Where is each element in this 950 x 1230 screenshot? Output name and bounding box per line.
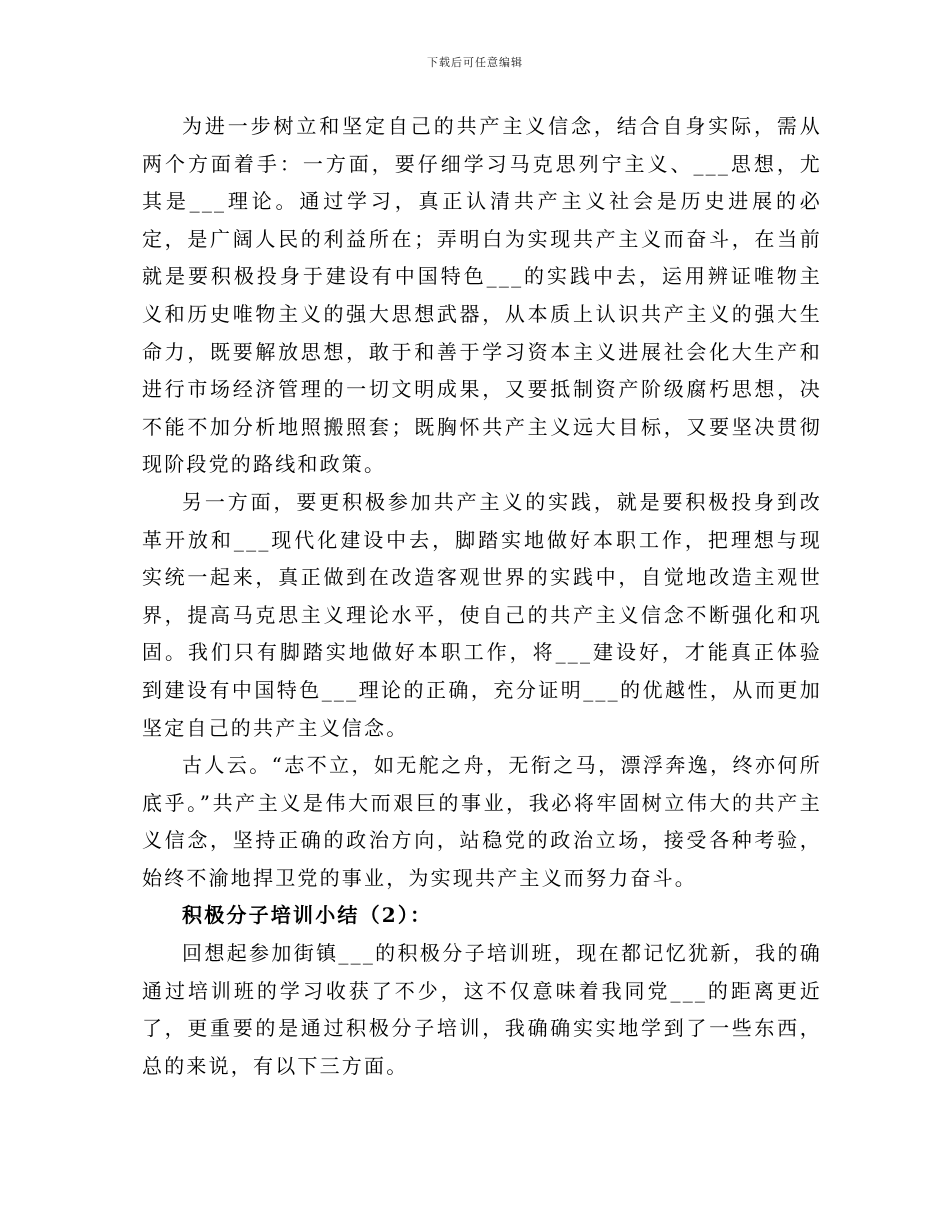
paragraph-belief-study: 为进一步树立和坚定自己的共产主义信念，结合自身实际，需从两个方面着手：一方面，要仔细学习马克思列宁主义、___思想，尤其是___理论。通过学习，真正认清共产主义社会是历史进展的必定，是广阔人民的利益所在；弄明白为实现共产主义而奋斗，在当前就是要积极投身于建设有中国特色___的实践中去，运用辨证唯物主义和历史唯物主义的强大思想武器，从本质上认识共产主义的强大生命力，既要解放思想，敢于和善于学习资本主义进展社会化大生产和进行市场经济管理的一切文明成果，又要抵制资产阶级腐朽思想，决不能不加分析地照搬照套；既胸怀共产主义远大目标，又要坚决贯彻现阶段党的路线和政策。 [142,114,822,477]
section-heading: 积极分子培训小结（2）： [182,903,433,928]
paragraph-ancient-quote: 古人云。“志不立，如无舵之舟，无衔之马，漂浮奔逸，终亦何所底乎。”共产主义是伟大而艰巨的事业，我必将牢固树立伟大的共产主义信念，坚持正确的政治方向，站稳党的政治立场，接受各种考验，始终不渝地捍卫党的事业，为实现共产主义而努力奋斗。 [142,753,822,890]
paragraph-training-summary: 回想起参加街镇___的积极分子培训班，现在都记忆犹新，我的确通过培训班的学习收获了不少，这不仅意味着我同党___的距离更近了，更重要的是通过积极分子培训，我确确实实地学到了一些东西，总的来说，有以下三方面。 [142,941,822,1078]
document-body [142,108,822,1085]
paragraph-practice: 另一方面，要更积极参加共产主义的实践，就是要积极投身到改革开放和___现代化建设中去，脚踏实地做好本职工作，把理想与现实统一起来，真正做到在改造客观世界的实践中，自觉地改造主观世界，提高马克思主义理论水平，使自己的共产主义信念不断强化和巩固。我们只有脚踏实地做好本职工作，将___建设好，才能真正体验到建设有中国特色___理论的正确，充分证明___的优越性，从而更加坚定自己的共产主义信念。 [142,489,822,740]
header-note: 下载后可任意编辑 [427,56,523,69]
